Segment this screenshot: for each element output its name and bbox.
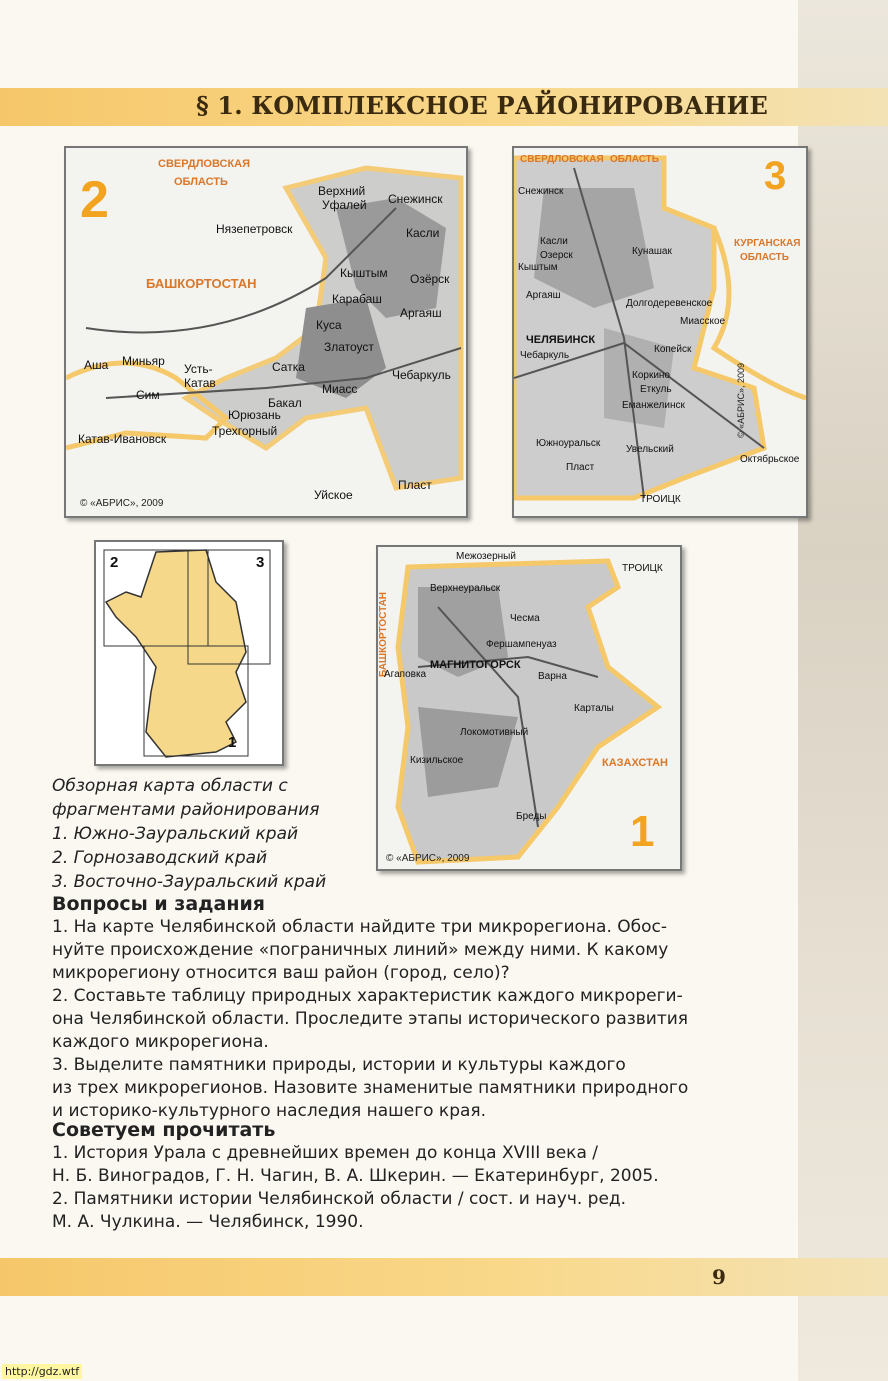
town-label: Аргаяш [400, 306, 442, 320]
map-yuzhno-zauralsky [376, 545, 682, 871]
overview-label-2: 2 [110, 554, 119, 571]
town-label: Аргаяш [526, 290, 561, 301]
overview-label-3: 3 [256, 554, 265, 571]
caption-line: фрагментами районирования [52, 800, 320, 820]
town-label: Верхнеуральск [430, 583, 501, 594]
town-label: Бреды [516, 811, 547, 822]
town-label: Миньяр [122, 354, 165, 368]
reading-title: Советуем прочитать [52, 1119, 276, 1141]
town-label: Миасс [322, 382, 358, 396]
region-label: БАШКОРТОСТАН [146, 276, 257, 291]
questions-line: микрорегиону относится ваш район (город, село)? [52, 963, 510, 983]
map-caption [52, 774, 326, 894]
caption-line: 3. Восточно-Зауральский край [52, 872, 327, 892]
page-title: § 1. КОМПЛЕКСНОЕ РАЙОНИРОВАНИЕ [196, 91, 768, 120]
map-copyright: © «АБРИС», 2009 [80, 498, 164, 509]
town-label: Пласт [566, 462, 595, 473]
caption-line: Обзорная карта области с [52, 776, 288, 796]
region-label: КУРГАНСКАЯ [734, 238, 801, 249]
town-label: Трехгорный [212, 424, 278, 438]
questions-section [52, 892, 752, 1123]
questions-line: и историко-культурного наследия нашего края. [52, 1101, 487, 1121]
questions-line: 1. На карте Челябинской области найдите три микрорегиона. Обос- [52, 917, 668, 937]
source-url-link[interactable]: http://gdz.wtf [2, 1364, 82, 1379]
questions-line: нуйте происхождение «пограничных линий» между ними. К какому [52, 940, 669, 960]
map-vostochno-zauralsky [512, 146, 808, 518]
town-label: Уфалей [322, 198, 367, 212]
town-label: Уйское [314, 488, 353, 502]
town-label: Пласт [398, 478, 432, 492]
questions-line: 3. Выделите памятники природы, истории и культуры каждого [52, 1055, 626, 1075]
footer-band [0, 1258, 888, 1296]
reading-section [52, 1118, 752, 1234]
region-label: БАШКОРТОСТАН [378, 591, 389, 677]
town-label: Сим [136, 388, 160, 402]
town-label: Коркино [632, 370, 670, 381]
town-label: Агаповка [384, 669, 427, 680]
town-label: Аша [84, 358, 109, 372]
town-label: Куса [316, 318, 342, 332]
town-label: Октябрьское [740, 454, 800, 465]
overview-map [94, 540, 284, 766]
region-label: ОБЛАСТЬ [740, 252, 789, 263]
questions-line: каждого микрорегиона. [52, 1032, 269, 1052]
town-label: Чебаркуль [520, 350, 570, 361]
town-label: Катав-Ивановск [78, 432, 167, 446]
town-label: МАГНИТОГОРСК [430, 659, 521, 671]
town-label: Нязепетровск [216, 222, 293, 236]
town-label: Кыштым [518, 262, 558, 273]
town-label: ТРОИЦК [622, 563, 663, 574]
town-label: Долгодеревенское [626, 298, 713, 309]
town-label: Касли [540, 236, 568, 247]
town-label: Снежинск [518, 186, 564, 197]
decorative-side-strip [798, 0, 888, 1381]
caption-line: 1. Южно-Зауральский край [52, 824, 299, 844]
town-label: Озерск [540, 250, 573, 261]
overview-label-1: 1 [228, 734, 237, 751]
town-label: Златоуст [324, 340, 374, 354]
questions-line: она Челябинской области. Проследите этапы исторического развития [52, 1009, 689, 1029]
reading-line: Н. Б. Виноградов, Г. Н. Чагин, В. А. Шкерин. — Екатеринбург, 2005. [52, 1166, 659, 1186]
questions-line: 2. Составьте таблицу природных характеристик каждого микрореги- [52, 986, 683, 1006]
town-label: Верхний [318, 184, 366, 198]
region-label: ОБЛАСТЬ [610, 154, 659, 165]
region-label: ОБЛАСТЬ [174, 176, 228, 188]
header-band [0, 88, 888, 126]
region-label: СВЕРДЛОВСКАЯ [158, 158, 251, 170]
caption-line: 2. Горнозаводский край [52, 848, 268, 868]
map-copyright: © «АБРИС», 2009 [736, 362, 746, 438]
town-label: Еманжелинск [622, 400, 685, 411]
town-label: Варна [538, 671, 567, 682]
town-label: Сатка [272, 360, 305, 374]
town-label: Касли [406, 226, 440, 240]
town-label: Кыштым [340, 266, 388, 280]
town-label: Фершампенуаз [486, 639, 557, 650]
town-label: Копейск [654, 344, 692, 355]
town-label: ТРОИЦК [640, 494, 681, 505]
town-label: Межозерный [456, 551, 516, 562]
town-label: Озёрск [410, 272, 450, 286]
map-number: 1 [630, 807, 655, 856]
town-label: Снежинск [388, 192, 443, 206]
map-copyright: © «АБРИС», 2009 [386, 853, 470, 864]
reading-line: 2. Памятники истории Челябинской области / сост. и науч. ред. [52, 1189, 627, 1209]
town-label: Карабаш [332, 292, 382, 306]
town-label: ЧЕЛЯБИНСК [526, 334, 596, 346]
questions-title: Вопросы и задания [52, 893, 265, 915]
town-label: Чебаркуль [392, 368, 451, 382]
reading-line: М. А. Чулкина. — Челябинск, 1990. [52, 1212, 364, 1232]
town-label: Миасское [680, 316, 726, 327]
region-label: СВЕРДЛОВСКАЯ [520, 154, 604, 165]
town-label: Еткуль [640, 384, 672, 395]
town-label: Кунашак [632, 246, 672, 257]
town-label: Южноуральск [536, 438, 601, 449]
town-label: Кизильское [410, 755, 464, 766]
town-label: Усть- [184, 362, 213, 376]
map-gornozavodsky [64, 146, 468, 518]
town-label: Карталы [574, 703, 614, 714]
town-label: Локомотивный [460, 727, 529, 738]
town-label: Юрюзань [228, 408, 281, 422]
town-label: Чесма [510, 613, 540, 624]
town-label: Увельский [626, 444, 674, 455]
town-label: Катав [184, 376, 216, 390]
reading-line: 1. История Урала с древнейших времен до конца XVIII века / [52, 1143, 599, 1163]
map-number: 2 [80, 171, 109, 229]
map-number: 3 [764, 154, 787, 198]
region-label: КАЗАХСТАН [602, 757, 668, 769]
overview-drawing [96, 542, 282, 764]
page-number: 9 [712, 1265, 726, 1289]
town-label: Бакал [268, 396, 302, 410]
questions-line: из трех микрорегионов. Назовите знаменитые памятники природного [52, 1078, 689, 1098]
